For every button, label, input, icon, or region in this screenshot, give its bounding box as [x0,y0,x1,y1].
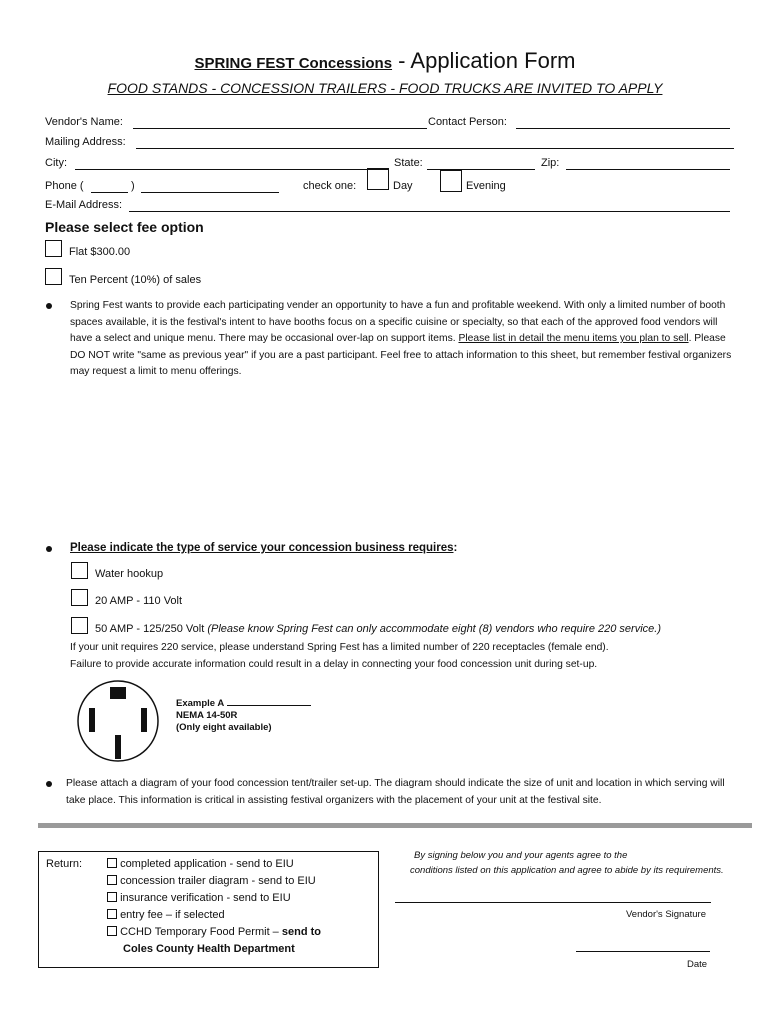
agreement-line1: By signing below you and your agents agree to the [414,850,628,861]
return-item [107,873,375,890]
nema-receptacle-icon [76,678,160,764]
email-label: E-Mail Address: [45,199,123,211]
vendor-signature-field[interactable] [395,902,711,903]
zip-field[interactable] [566,169,730,170]
return-item-bold: send to [281,926,321,938]
return-checkbox[interactable] [107,909,117,919]
percent-fee-label: Ten Percent (10%) of sales [69,274,202,286]
contact-person-field[interactable] [516,128,730,129]
amp20-label: 20 AMP - 110 Volt [95,595,183,607]
title-separator: - [392,48,411,73]
menu-paragraph-part1: Spring Fest wants to provide each participating vender an opportunity to have a fun and profitable weekend. With only a limited number of booth spaces available, it is the festival's intent to have booths focus on a specific cuisine or specialty, so that each of the approved food vendors will have a select and unique menu. There may be occasional over-lap on support items. [70,300,726,344]
example-a-label [176,698,311,734]
check-one-label: check one: [303,180,357,192]
day-label: Day [393,180,413,192]
service-heading-text: Please indicate the type of service your concession business requires [70,542,454,554]
vendor-signature-label: Vendor's Signature [626,909,706,920]
agreement-text [410,848,724,878]
return-checkbox[interactable] [107,926,117,936]
title-bold: SPRING FEST Concessions [194,55,393,72]
service-heading-colon: : [453,542,458,554]
vendor-name-label: Vendor's Name: [45,116,123,128]
mailing-address-field[interactable] [136,148,734,149]
day-checkbox[interactable] [367,168,389,190]
phone-number-field[interactable] [141,192,279,193]
zip-label: Zip: [541,157,560,169]
diagram-paragraph: Please attach a diagram of your food concession tent/trailer set-up. The diagram should indicate the size of unit and location in which serving will take place. This information is critical in assisting festival organizers with the placement of your unit at the festival site. [66,778,725,806]
return-item-text: entry fee – if selected [120,909,225,921]
bullet-icon [46,303,52,309]
title-main: Application Form [410,48,576,73]
page-title [0,48,770,74]
evening-label: Evening [466,180,506,192]
separator-rule [38,823,752,828]
return-item-text: insurance verification - send to EIU [120,892,291,904]
phone-area-code-field[interactable] [91,192,128,193]
example-a-model: NEMA 14-50R [176,710,238,721]
service-info-line2: Failure to provide accurate information could result in a delay in connecting your food concession unit during set-up. [70,658,598,670]
return-checkbox[interactable] [107,875,117,885]
percent-fee-checkbox[interactable] [45,268,62,285]
amp50-checkbox[interactable] [71,617,88,634]
email-field[interactable] [129,211,730,212]
return-item-text: completed application - send to EIU [120,858,294,870]
phone-paren-close: ) [131,180,135,192]
return-label: Return: [46,858,83,870]
amp50-label-text: 50 AMP - 125/250 Volt [95,623,205,635]
flat-fee-checkbox[interactable] [45,240,62,257]
bullet-icon [46,781,52,787]
return-item [107,924,375,941]
service-heading [70,542,457,554]
contact-person-label: Contact Person: [428,116,507,128]
return-list [107,856,375,958]
city-field[interactable] [75,169,389,170]
menu-paragraph [70,298,732,381]
service-info-line1: If your unit requires 220 service, please understand Spring Fest has a limited number of 220 receptacles (female end). [70,642,609,653]
return-item-text: concession trailer diagram - send to EIU [120,875,316,887]
menu-paragraph-part2: . Please DO NOT write "same as previous year" if you are a past participant. Feel free to attach information to this sheet, but remember festival organizers may request a limit to menu offerings. [70,333,732,377]
agreement-line2: conditions listed on this application and agree to abide by its requirements. [410,865,724,876]
fee-heading: Please select fee option [45,219,204,235]
vendor-name-field[interactable] [133,128,427,129]
return-checkbox[interactable] [107,858,117,868]
amp50-note: (Please know Spring Fest can only accommodate eight (8) vendors who require 220 service.) [207,623,661,635]
service-info [70,640,740,673]
return-item [107,907,375,924]
bullet-icon [46,546,52,552]
date-label: Date [687,959,708,970]
phone-label: Phone ( [45,180,84,192]
amp50-label [95,623,661,635]
menu-paragraph-underlined: Please list in detail the menu items you plan to sell [458,333,689,344]
return-checkbox[interactable] [107,892,117,902]
return-item [107,856,375,873]
date-field[interactable] [576,951,710,952]
example-a-note: (Only eight available) [176,722,272,733]
water-hookup-checkbox[interactable] [71,562,88,579]
amp20-checkbox[interactable] [71,589,88,606]
state-label: State: [394,157,423,169]
return-item [107,890,375,907]
return-item-line2: Coles County Health Department [123,943,295,955]
mailing-address-label: Mailing Address: [45,136,126,148]
page-subtitle: FOOD STANDS - CONCESSION TRAILERS - FOOD TRUCKS ARE INVITED TO APPLY [107,80,663,96]
return-item-text: CCHD Temporary Food Permit – [120,926,282,938]
flat-fee-label: Flat $300.00 [69,246,131,258]
city-label: City: [45,157,67,169]
evening-checkbox[interactable] [440,170,462,192]
example-a-field[interactable] [227,705,311,706]
water-hookup-label: Water hookup [95,568,164,580]
example-a-text: Example A [176,698,224,709]
